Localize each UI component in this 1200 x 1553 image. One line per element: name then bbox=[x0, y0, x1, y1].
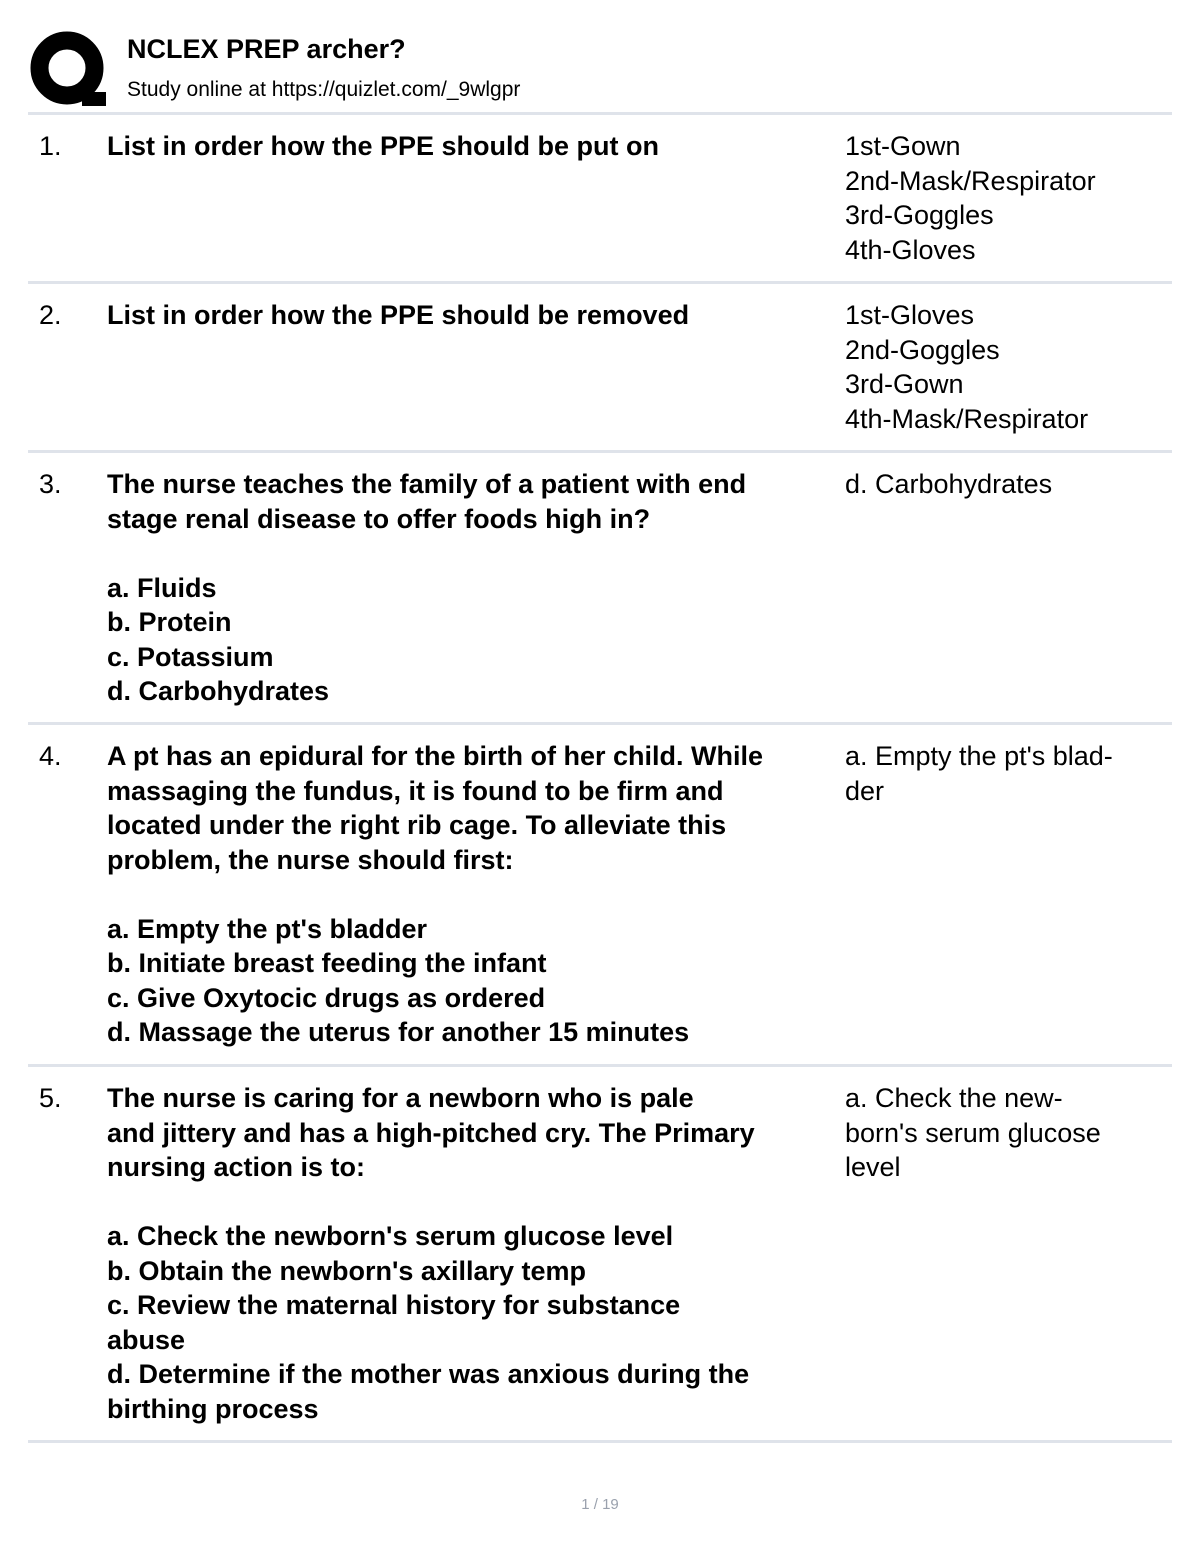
flashcard bbox=[28, 281, 1172, 450]
card-term: The nurse teaches the family of a patient with end stage renal disease to offer foods high in? a. Fluids b. Protein c. Potassium d. Carbohydrates bbox=[107, 469, 747, 706]
quizlet-q-logo-icon bbox=[28, 30, 108, 110]
study-link[interactable]: Study online at https://quizlet.com/_9wlgpr bbox=[127, 78, 521, 101]
card-number: 1. bbox=[39, 131, 62, 161]
flashcard bbox=[28, 450, 1172, 722]
document-title: NCLEX PREP archer? bbox=[127, 34, 406, 64]
card-number: 5. bbox=[39, 1083, 62, 1113]
card-definition: 1st-Gown 2nd-Mask/Respirator 3rd-Goggles 4th-Gloves bbox=[845, 131, 1096, 265]
flashcard bbox=[28, 112, 1172, 281]
card-term: List in order how the PPE should be put on bbox=[107, 131, 659, 161]
card-term: List in order how the PPE should be removed bbox=[107, 300, 690, 330]
card-definition: a. Empty the pt's blad- der bbox=[845, 741, 1113, 806]
flashcard bbox=[28, 1064, 1172, 1443]
card-definition: d. Carbohydrates bbox=[845, 469, 1053, 499]
page-indicator: 1 / 19 bbox=[581, 1496, 619, 1513]
card-definition: 1st-Gloves 2nd-Goggles 3rd-Gown 4th-Mask/Respirator bbox=[845, 300, 1089, 434]
flashcard bbox=[28, 722, 1172, 1064]
page-header bbox=[28, 30, 1172, 110]
card-number: 4. bbox=[39, 741, 62, 771]
card-term: A pt has an epidural for the birth of her child. While massaging the fundus, it is found to be firm and located under the right rib cage. To alleviate this problem, the nurse should first: a. Empty the pt's bladder b. Initiate breast feeding the infant c. Give Oxytocic drugs as ordered d. Massage the uterus for another 15 minutes bbox=[107, 741, 764, 1047]
card-definition: a. Check the new- born's serum glucose level bbox=[845, 1083, 1101, 1182]
card-term: The nurse is caring for a newborn who is pale and jittery and has a high-pitched cry. The Primary nursing action is to: a. Check the newborn's serum glucose level b. Obtain the newborn's axillary temp c. Review the maternal history for substance abuse d. Determine if the mother was anxious during the birthing process bbox=[107, 1083, 755, 1424]
flashcard-list bbox=[28, 112, 1172, 1443]
card-number: 3. bbox=[39, 469, 62, 499]
card-number: 2. bbox=[39, 300, 62, 330]
